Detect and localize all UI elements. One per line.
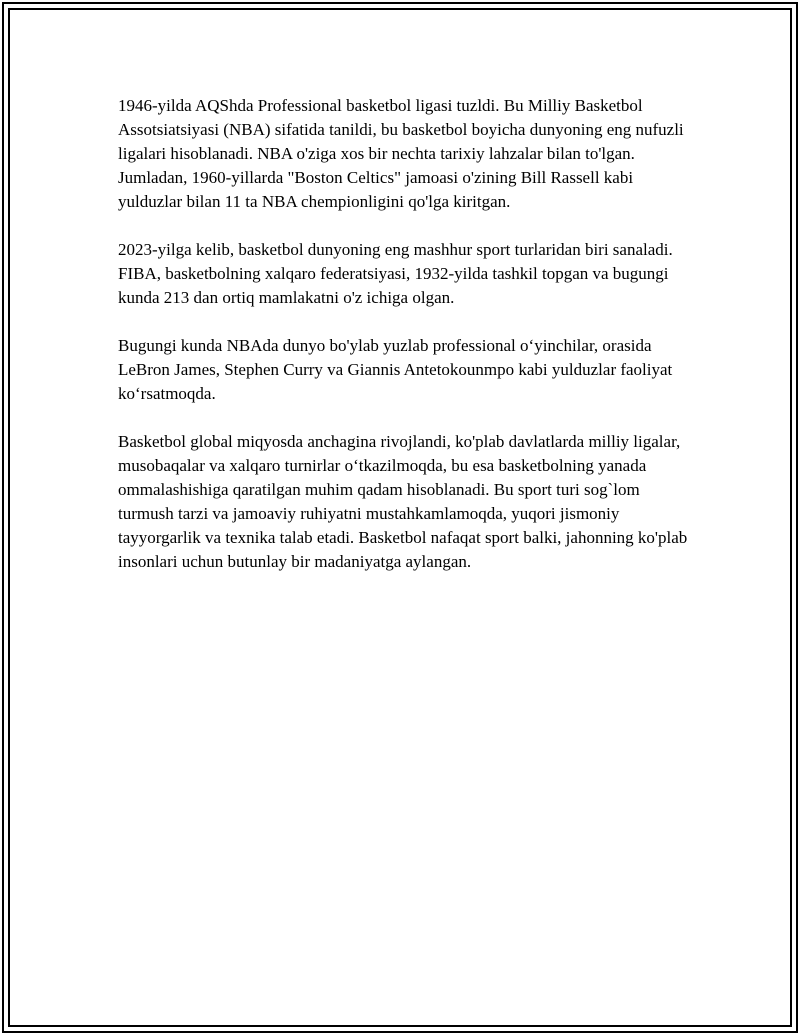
paragraph-nba-history: 1946-yilda AQShda Professional basketbol ligasi tuzldi. Bu Milliy Basketbol Assotsiatsiyasi (NBA) sifatida tanildi, bu basketbol boyicha dunyoning eng nufuzli ligalari hisoblanadi. NBA o'ziga xos bir nechta tarixiy lahzalar bilan to'lgan. Jumladan, 1960-yillarda "Boston Celtics" jamoasi o'zining Bill Rassell kabi yulduzlar bilan 11 ta NBA chempionligini qo'lga kiritgan. — [118, 96, 684, 211]
document-body — [118, 94, 698, 598]
paragraph-global-basketball: Basketbol global miqyosda anchagina rivojlandi, ko'plab davlatlarda milliy ligalar, musobaqalar va xalqaro turnirlar o‘tkazilmoqda, bu esa basketbolning yanada ommalashishiga qaratilgan muhim qadam hisoblanadi. Bu sport turi sog`lom turmush tarzi va jamoaviy ruhiyatni mustahkamlamoqda, yuqori jismoniy tayyorgarlik va texnika talab etadi. Basketbol nafaqat sport balki, jahonning ko'plab insonlari uchun butunlay bir madaniyatga aylangan. — [118, 432, 688, 571]
paragraph-nba-players: Bugungi kunda NBAda dunyo bo'ylab yuzlab professional o‘yinchilar, orasida LeBron James, Stephen Curry va Giannis Antetokounmpo kabi yulduzlar faoliyat ko‘rsatmoqda. — [118, 336, 673, 403]
paragraph-fiba: 2023-yilga kelib, basketbol dunyoning eng mashhur sport turlaridan biri sanaladi. FIBA, basketbolning xalqaro federatsiyasi, 1932-yilda tashkil topgan va bugungi kunda 213 dan ortiq mamlakatni o'z ichiga olgan. — [118, 240, 673, 307]
